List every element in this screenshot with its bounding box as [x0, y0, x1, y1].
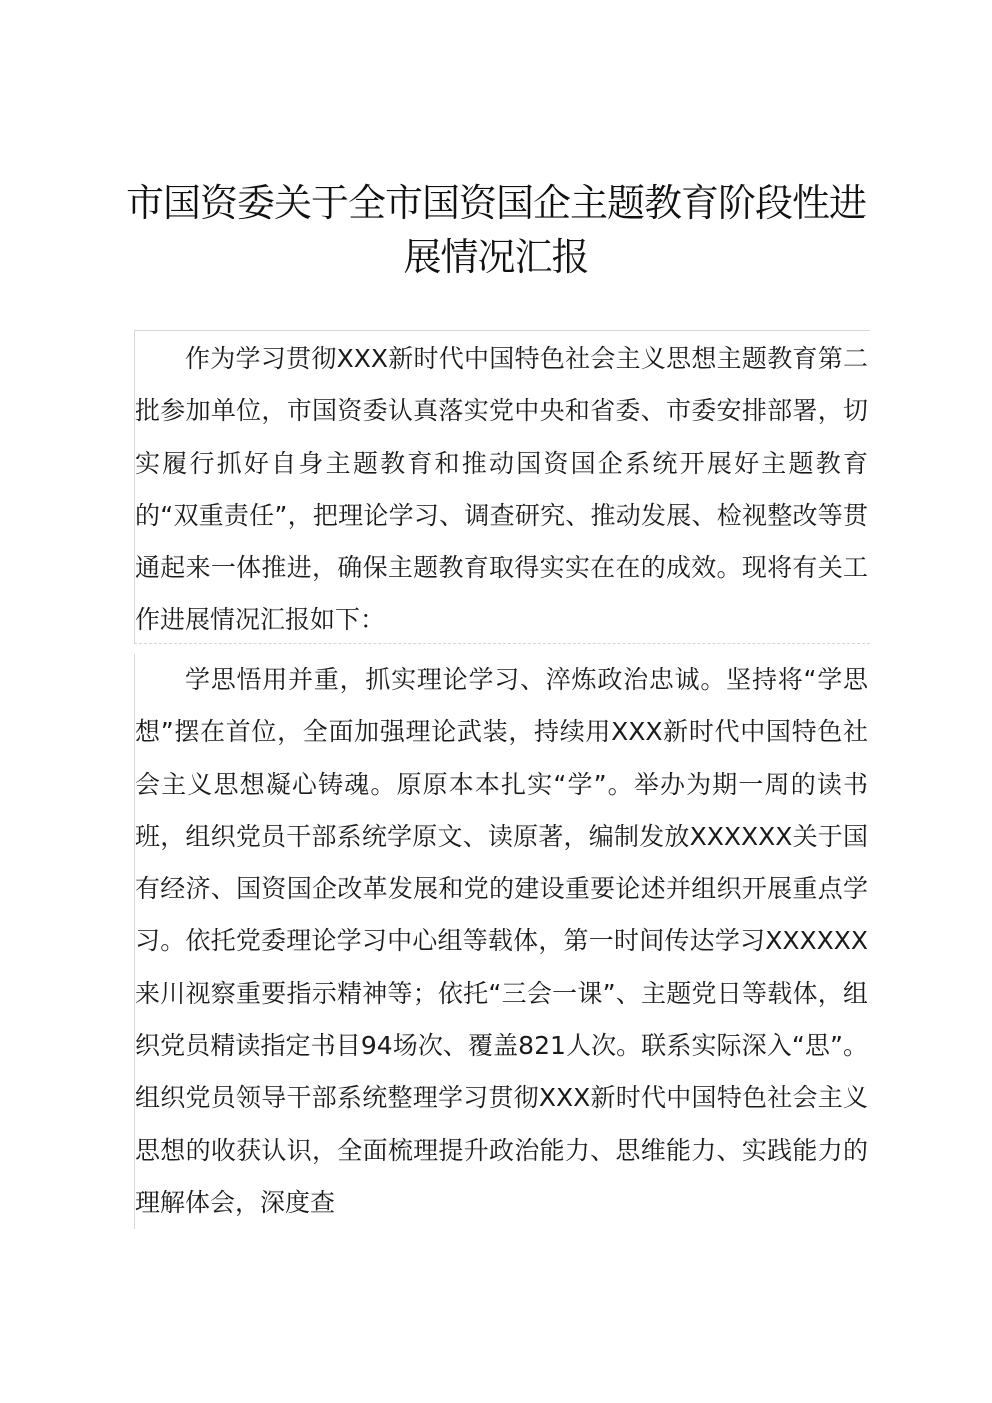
document-title: 市国资委关于全市国资国企主题教育阶段性进展情况汇报 [125, 181, 866, 279]
paragraph-theory-study: 学思悟用并重，抓实理论学习、淬炼政治忠诚。坚持将“学思想”摆在首位，全面加强理论武装，持续用XXX新时代中国特色社会主义思想凝心铸魂。原原本本扎实“学”。举办为期一周的读书班，组织党员干部系统学原文、读原著，编制发放XXXXXX关于国有经济、国资国企改革发展和党的建设重要论述并组织开展重点学习。依托党委理论学习中心组等载体，第一时间传达学习XXXXXX来川视察重要指示精神等；依托“三会一课”、主题党日等载体，组织党员精读指定书目94场次、覆盖821人次。联系实际深入“思”。组织党员领导干部系统整理学习贯彻XXX新时代中国特色社会主义思想的收获认识，全面梳理提升政治能力、思维能力、实践能力的理解体会，深度查 [134, 654, 870, 1229]
paragraph-intro: 作为学习贯彻XXX新时代中国特色社会主义思想主题教育第二批参加单位，市国资委认真落实党中央和省委、市委安排部署，切实履行抓好自身主题教育和推动国资国企系统开展好主题教育的“双重责任”，把理论学习、调查研究、推动发展、检视整改等贯通起来一体推进，确保主题教育取得实实在在的成效。现将有关工作进展情况汇报如下： [134, 330, 870, 644]
